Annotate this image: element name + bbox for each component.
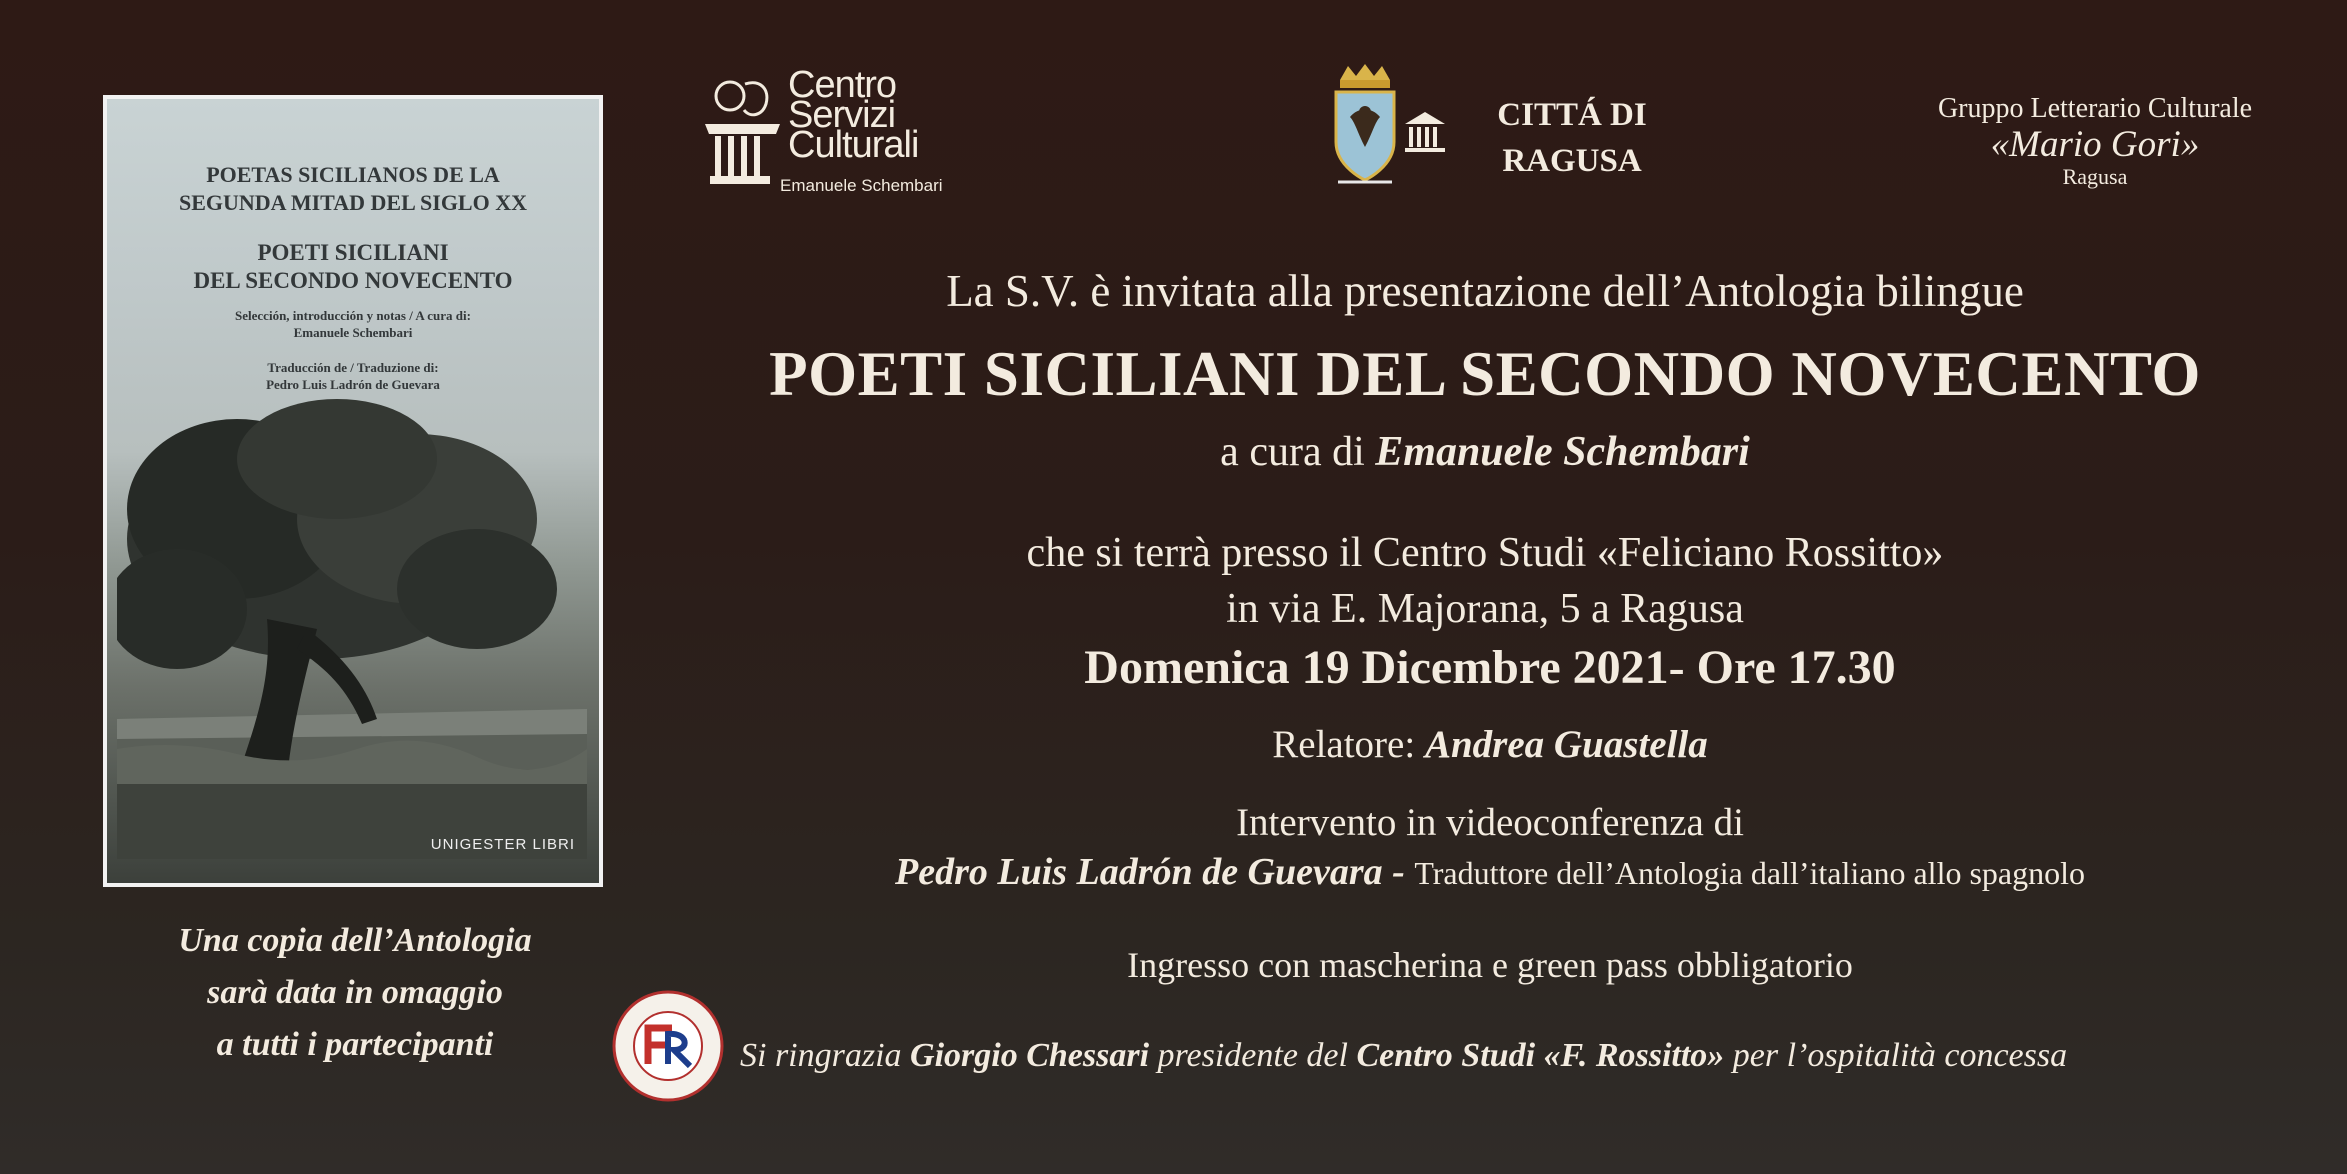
- invite-intervento: Intervento in videoconferenza di: [1236, 801, 1744, 844]
- book-translator-1: Traducción de / Traduzione di:: [267, 360, 439, 375]
- book-title-es-2: SEGUNDA MITAD DEL SIGLO XX: [179, 190, 527, 215]
- gruppo-line-2: «Mario Gori»: [1990, 124, 2200, 165]
- book-curator-1: Selección, introducción y notas / A cura di:: [235, 308, 471, 323]
- book-title-it-2: DEL SECONDO NOVECENTO: [193, 268, 513, 293]
- book-cover: [103, 95, 603, 887]
- centro-subtitle: Emanuele Schembari: [780, 176, 943, 195]
- book-title-it-1: POETI SICILIANI: [257, 240, 449, 265]
- citta-line-2: RAGUSA: [1502, 143, 1642, 179]
- column-logo-icon: [700, 74, 785, 194]
- thanks-line: [740, 1037, 2300, 1075]
- caption-line-3: a tutti i partecipanti: [216, 1026, 494, 1063]
- centro-servizi-logo: [700, 64, 970, 200]
- coat-of-arms-icon: [1330, 62, 1400, 190]
- book-publisher: UNIGESTER LIBRI: [430, 836, 575, 853]
- centro-line-1: Centro: [788, 64, 897, 106]
- thanks-part-3: per l’ospitalità concessa: [1724, 1037, 2068, 1074]
- citta-line-1: CITTÁ DI: [1497, 97, 1647, 133]
- book-translator-2: Pedro Luis Ladrón de Guevara: [266, 377, 440, 392]
- citta-ragusa-logo: [1330, 62, 1670, 192]
- invite-relatore: [710, 722, 2270, 767]
- invite-pedro: [700, 850, 2280, 894]
- invite-date: Domenica 19 Dicembre 2021- Ore 17.30: [1084, 641, 1896, 694]
- book-caption: [100, 915, 610, 1071]
- thanks-name: Giorgio Chessari: [910, 1037, 1150, 1074]
- gruppo-line-1: Gruppo Letterario Culturale: [1937, 93, 2253, 124]
- curator-prefix: a cura di: [1220, 429, 1376, 475]
- invite-venue: [715, 525, 2255, 637]
- rossitto-badge: [612, 990, 724, 1102]
- rossitto-seal-icon: [612, 990, 724, 1102]
- book-curator-2: Emanuele Schembari: [293, 325, 413, 340]
- gruppo-letterario-logo: [1895, 92, 2295, 190]
- book-title-es-1: POETAS SICILIANOS DE LA: [206, 162, 500, 187]
- caption-line-1: Una copia dell’Antologia: [178, 922, 532, 959]
- invite-title: POETI SICILIANI DEL SECONDO NOVECENTO: [769, 339, 2201, 409]
- centro-line-2: Servizi: [788, 94, 896, 136]
- pedro-name: Pedro Luis Ladrón de Guevara -: [895, 851, 1415, 893]
- curator-name: Emanuele Schembari: [1375, 429, 1750, 475]
- unesco-icon: [1402, 108, 1448, 154]
- gruppo-line-3: Ragusa: [2062, 164, 2128, 189]
- venue-line-2: in via E. Majorana, 5 a Ragusa: [1226, 586, 1744, 632]
- centro-line-3: Culturali: [788, 124, 919, 166]
- invite-intro: La S.V. è invitata alla presentazione dell’Antologia bilingue: [946, 266, 2024, 316]
- thanks-org: Centro Studi «F. Rossitto»: [1356, 1037, 1725, 1074]
- venue-line-1: che si terrà presso il Centro Studi «Feliciano Rossitto»: [1026, 530, 1944, 576]
- thanks-part-2: presidente del: [1149, 1037, 1357, 1074]
- invite-ingresso: Ingresso con mascherina e green pass obbligatorio: [1127, 945, 1853, 985]
- invite-curator: [700, 428, 2270, 476]
- caption-line-2: sarà data in omaggio: [207, 974, 503, 1011]
- thanks-part-1: Si ringrazia: [740, 1037, 911, 1074]
- pedro-role: Traduttore dell’Antologia dall’italiano allo spagnolo: [1414, 855, 2085, 891]
- olive-tree-image: [117, 389, 587, 859]
- relatore-prefix: Relatore:: [1272, 723, 1425, 766]
- relatore-name: Andrea Guastella: [1424, 723, 1708, 766]
